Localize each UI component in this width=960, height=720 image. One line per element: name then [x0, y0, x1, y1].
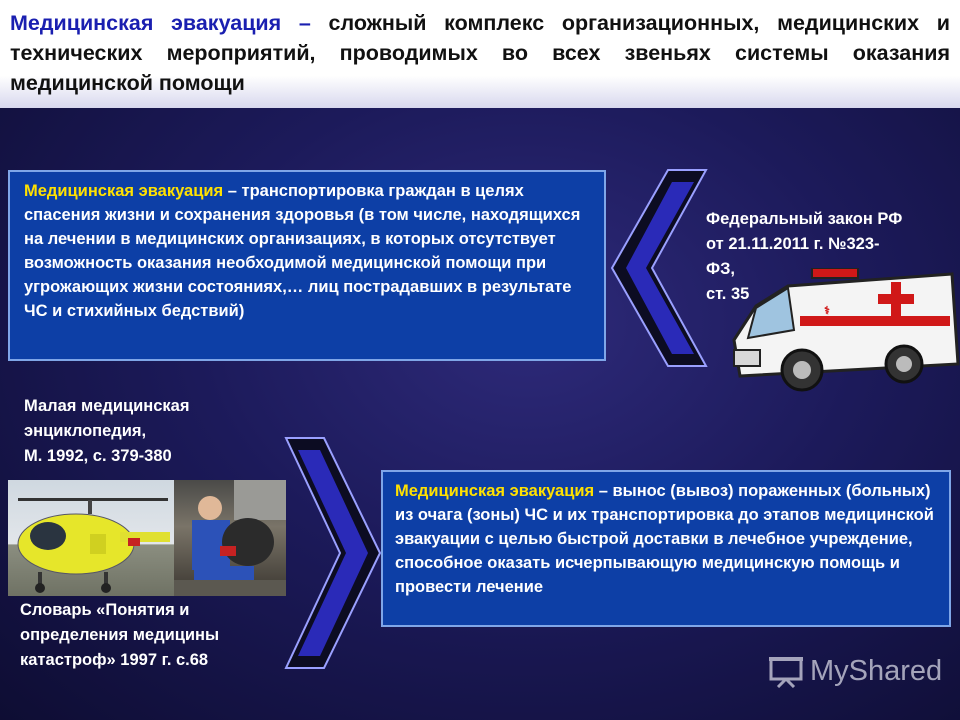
source-dictionary-line: Словарь «Понятия и — [20, 601, 190, 619]
source-dictionary-line: катастроф» 1997 г. с.68 — [20, 651, 209, 669]
helicopter-photo — [8, 480, 174, 596]
definition-box-encyclopedia — [381, 470, 951, 627]
definition-term: Медицинская эвакуация — [24, 182, 224, 200]
chevron-left-icon — [608, 168, 708, 368]
title-highlight: Медицинская эвакуация – — [10, 11, 311, 35]
page-title — [10, 8, 950, 98]
definition-text: – вынос (вывоз) пораженных (больных) из очага (зоны) ЧС и их транспортировка до этапов медицинской эвакуации с целью быстрой доставки в лечебное учреждение, способное оказать исчерпывающую медицинскую помощь и провести лечение — [395, 482, 934, 596]
ambulance-image — [728, 268, 960, 396]
source-encyclopedia — [24, 394, 284, 469]
source-encyclopedia-line: М. 1992, с. 379-380 — [24, 447, 172, 465]
source-law-line: от 21.11.2011 г. №323- — [706, 235, 880, 253]
source-dictionary-line: определения медицины — [20, 626, 220, 644]
source-encyclopedia-line: Малая медицинская — [24, 397, 190, 415]
source-law-line: Федеральный закон РФ — [706, 210, 903, 228]
source-dictionary — [20, 598, 290, 673]
title-text: сложный комплекс организационных, медицинских и технических мероприятий, проводимых во всех звеньях системы оказания медицинской помощи — [10, 11, 951, 95]
rescuers-photo — [174, 480, 286, 596]
definition-text: – транспортировка граждан в целях спасения жизни и сохранения здоровья (в том числе, находящихся на лечении в медицинских организациях, в которых отсутствует возможность оказания необходимой медицинской помощи при угрожающих жизни состояниях,… лиц пострадавших в результате ЧС и стихийных бедствий) — [24, 182, 581, 320]
source-law-line: ФЗ, — [706, 260, 736, 278]
chevron-right-icon — [284, 436, 382, 670]
svg-text:⚕: ⚕ — [824, 305, 830, 317]
header-banner — [0, 0, 960, 108]
presentation-board-icon — [768, 656, 804, 688]
definition-box-law — [8, 170, 606, 361]
source-law-line: ст. 35 — [706, 285, 750, 303]
watermark — [768, 655, 942, 688]
watermark-text: MyShared — [810, 655, 943, 687]
source-encyclopedia-line: энциклопедия, — [24, 422, 147, 440]
definition-term: Медицинская эвакуация — [395, 482, 595, 500]
